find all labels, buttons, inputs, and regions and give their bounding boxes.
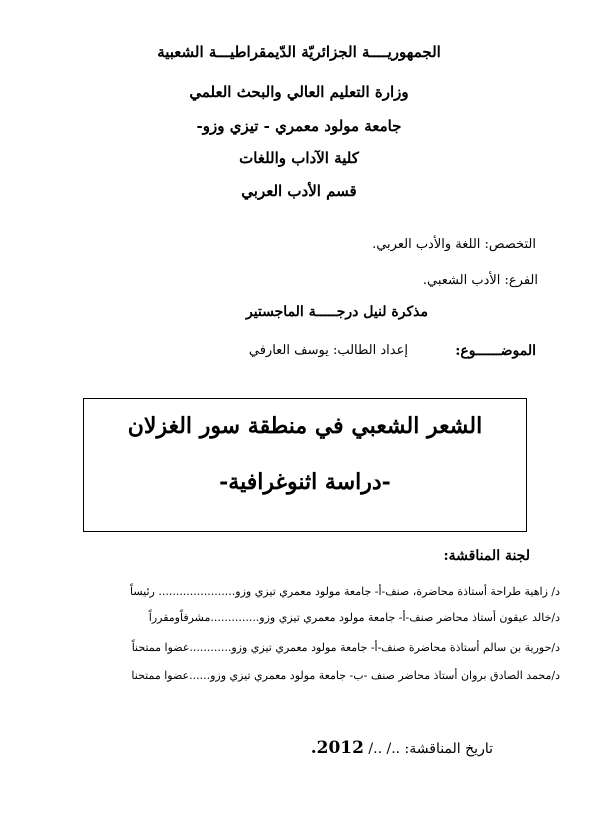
department-name: قسم الأدب العربي: [241, 182, 357, 200]
committee-member: د/خالد عيقون أستاذ محاضر صنف-أ- جامعة مولود معمري تيزي وزو..............مشرفاًومقرراً: [148, 611, 560, 624]
subject-label: الموضــــــوع:: [455, 343, 536, 359]
thesis-subtitle: -دراسة اثنوغرافية-: [219, 469, 391, 495]
committee-heading: لجنة المناقشة:: [443, 548, 530, 564]
committee-member: د/ زاهية طراحة أستاذة محاضرة، صنف-أ- جامعة مولود معمري تيزي وزو...................... رئيساً: [129, 585, 560, 598]
university-name: جامعة مولود معمري - تيزي وزو-: [196, 117, 402, 135]
republic-name: الجمهوريــــة الجزائريّة الدّيمقراطيـــة الشعبية: [157, 43, 441, 61]
ministry-name: وزارة التعليم العالي والبحث العلمي: [189, 83, 409, 101]
committee-member: د/محمد الصادق بروان أستاذ محاضر صنف -ب- جامعة مولود معمري تيزي وزو......عضوا ممتحنا: [131, 669, 560, 682]
committee-member: د/حورية بن سالم أستاذة محاضرة صنف-أ- جامعة مولود معمري تيزي وزو............عضوا ممتحناً: [131, 641, 560, 654]
degree-line: مذكرة لنيل درجـــــة الماجستير: [245, 304, 428, 320]
defense-year: 2012.: [310, 738, 364, 758]
thesis-main-title: الشعر الشعبي في منطقة سور الغزلان: [127, 413, 483, 439]
title-box: [83, 398, 527, 532]
student-line: إعداد الطالب: يوسف العارفي: [248, 343, 408, 358]
specialty-line: التخصص: اللغة والأدب العربي.: [372, 237, 536, 252]
faculty-name: كلية الآداب واللغات: [239, 149, 359, 167]
defense-date: [311, 738, 493, 758]
defense-date-label: تاريخ المناقشة: ../ ../: [368, 741, 493, 757]
branch-line: الفرع: الأدب الشعبي.: [422, 273, 538, 288]
